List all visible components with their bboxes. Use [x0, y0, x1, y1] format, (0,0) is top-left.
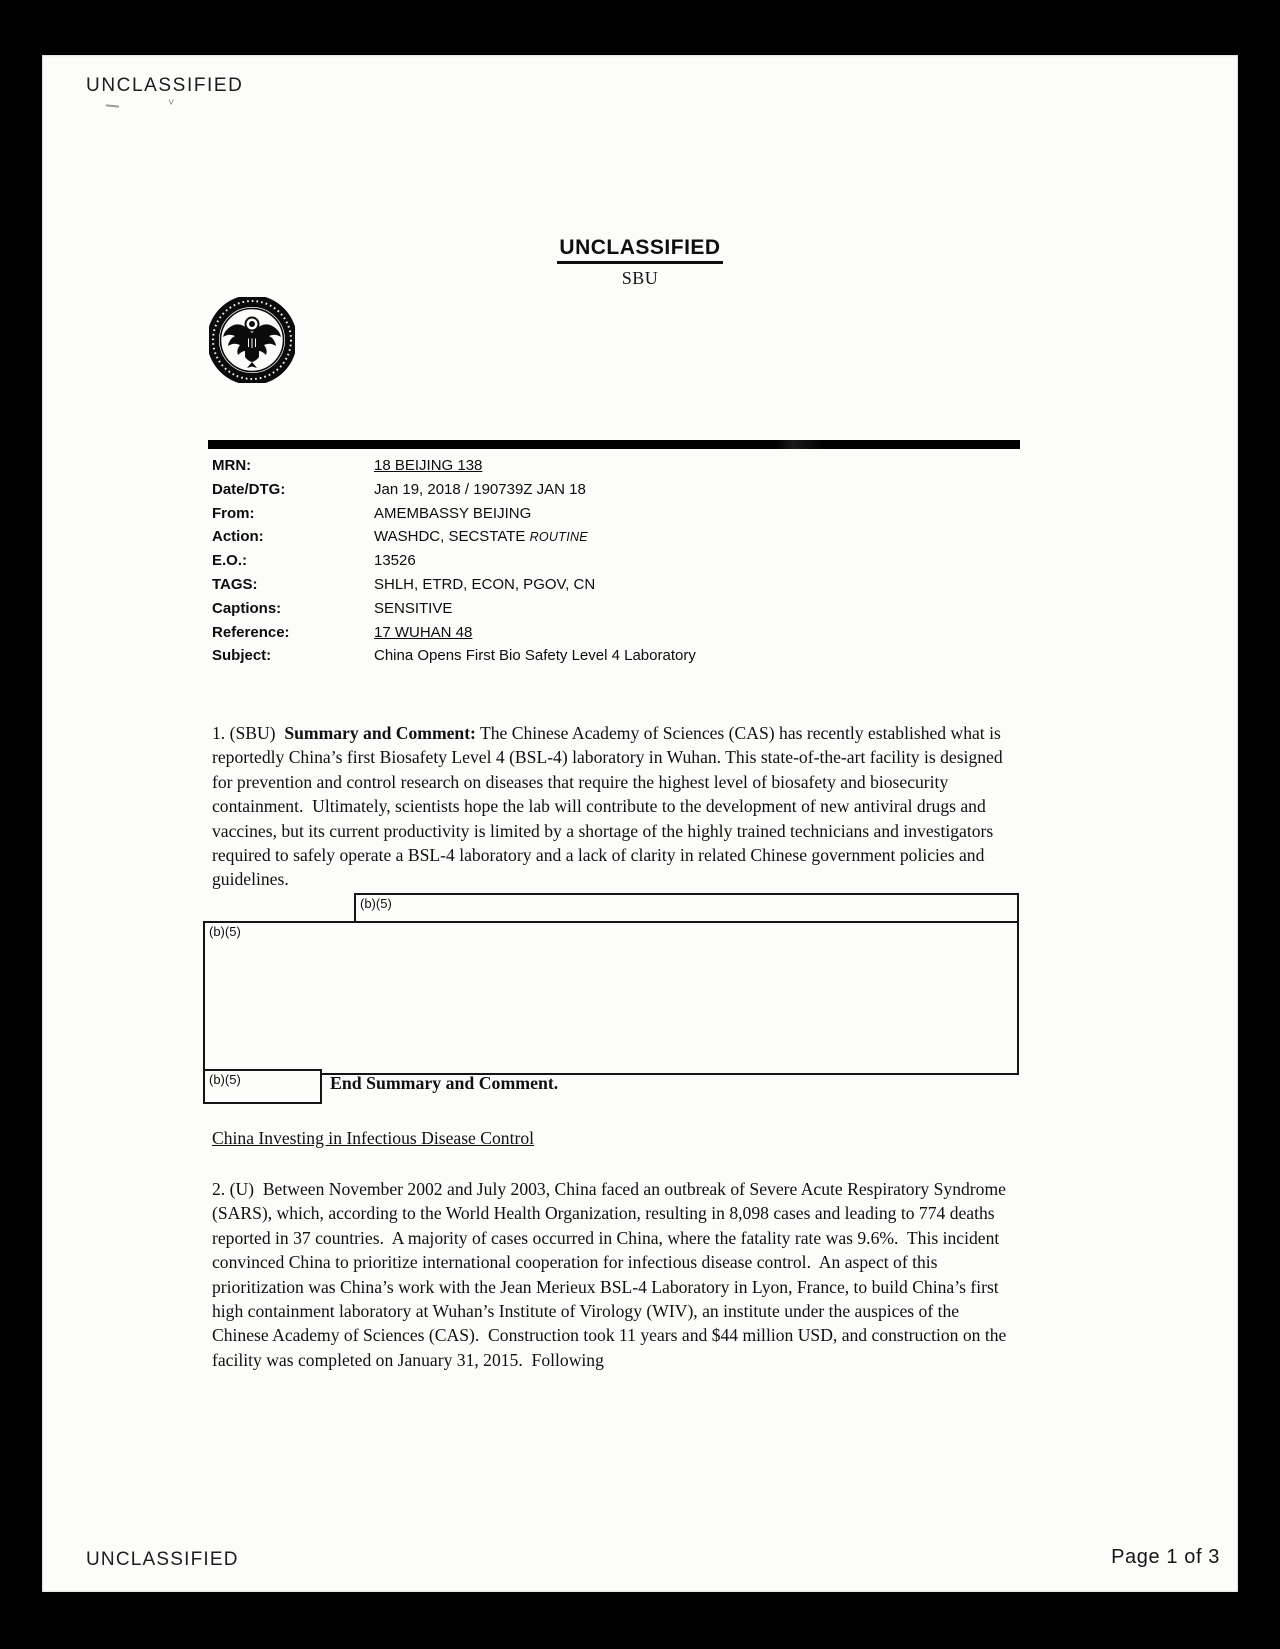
field-label: MRN: [212, 457, 252, 474]
field-value: WASHDC, SECSTATE ROUTINE [374, 528, 588, 546]
field-label: E.O.: [212, 552, 248, 570]
metadata-row-tags [212, 573, 1024, 597]
top-classification-label: UNCLASSIFIED [86, 75, 244, 96]
metadata-row-action [212, 525, 1024, 549]
metadata-row-date [212, 478, 1024, 502]
field-label: Subject: [212, 647, 272, 665]
mrn-reference-link: 18 BEIJING 138 [374, 457, 483, 474]
field-label: TAGS: [212, 575, 258, 593]
precedence-label: ROUTINE [529, 530, 588, 545]
scan-artifact-mark: ˅ [168, 97, 175, 109]
metadata-row-reference [212, 621, 1024, 645]
field-label: From: [212, 504, 255, 522]
wuhan-reference-link: 17 WUHAN 48 [374, 623, 473, 641]
footer-page-number: Page 1 of 3 [1111, 1546, 1220, 1568]
redaction-exemption-label: (b)(5) [360, 896, 392, 911]
footer-classification: UNCLASSIFIED [86, 1549, 239, 1570]
paragraph-sars-background: 2. (U) Between November 2002 and July 2003, China faced an outbreak of Severe Acute Respiratory Syndrome (SARS), which, according to the World Health Organization, resulting in 8,098 cases and leading to 774 deaths reported in 37 countries. A majority of cases occurred in China, where the fatality rate was 9.6%. This incident convinced China to prioritize international cooperation for infectious disease control. An aspect of this prioritization was China’s work with the Jean Merieux BSL-4 Laboratory in Lyon, France, to build China’s first high containment laboratory at Wuhan’s Institute of Virology (WIV), an institute under the auspices of the Chinese Academy of Sciences (CAS). Construction took 11 years and $44 million USD, and construction on the facility was completed on January 31, 2015. Following [212, 1179, 1011, 1370]
field-label: Captions: [212, 599, 282, 617]
field-label: Date/DTG: [212, 480, 286, 498]
summary-text: The Chinese Academy of Sciences (CAS) has recently established what is reportedly China’s first Biosafety Level 4 (BSL-4) laboratory in Wuhan. This state-of-the-art facility is designed for prevention and control research on diseases that require the highest level of biosafety and biosecurity containment. Ultimately, scientists hope the lab will contribute to the development of new antiviral drugs and vaccines, but its current productivity is limited by a shortage of the highly trained technicians and investigators required to safely operate a BSL-4 laboratory and a lack of clarity in related Chinese government policies and guidelines. [212, 723, 1008, 890]
metadata-row-from [212, 502, 1024, 526]
redaction-box-small [203, 1069, 322, 1104]
field-label: Action: [212, 528, 264, 546]
header-classification: UNCLASSIFIED [557, 236, 722, 264]
header-handling-caption: SBU [621, 268, 659, 288]
metadata-row-captions [212, 597, 1024, 621]
field-label: Reference: [212, 623, 290, 641]
section-heading: China Investing in Infectious Disease Control [212, 1128, 535, 1148]
document-header [42, 236, 1238, 289]
field-value: 13526 [374, 552, 416, 570]
document-page [42, 55, 1238, 1592]
para-number: 1. (SBU) [212, 723, 285, 743]
header-rule [208, 440, 1020, 449]
state-department-seal-icon [209, 297, 295, 383]
field-value: China Opens First Bio Safety Level 4 Laboratory [374, 647, 696, 665]
field-value: SHLH, ETRD, ECON, PGOV, CN [374, 575, 596, 593]
field-value: SENSITIVE [374, 599, 453, 617]
metadata-row-mrn [212, 454, 1024, 478]
paragraph-summary [212, 721, 1019, 892]
metadata-row-subject [212, 644, 1024, 668]
cable-metadata-table [212, 454, 1024, 668]
scan-artifact-mark [106, 104, 119, 107]
field-value: AMEMBASSY BEIJING [374, 504, 532, 522]
metadata-row-eo [212, 549, 1024, 573]
redaction-box-block [203, 921, 1019, 1075]
redaction-exemption-label: (b)(5) [209, 924, 241, 939]
end-summary-line: End Summary and Comment. [330, 1073, 559, 1093]
summary-lead-in: Summary and Comment: [284, 723, 476, 743]
redaction-exemption-label: (b)(5) [209, 1072, 241, 1087]
field-value: Jan 19, 2018 / 190739Z JAN 18 [374, 480, 586, 498]
